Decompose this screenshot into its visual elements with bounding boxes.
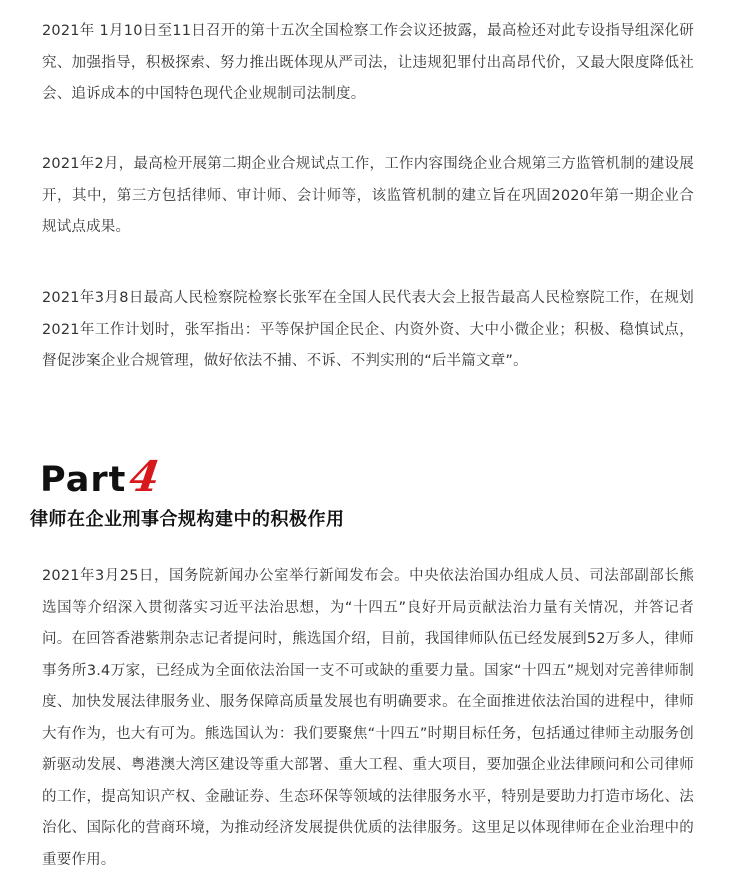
part-label: Part — [40, 460, 127, 500]
paragraph-case-guidance: 2021年 1月10日至11日召开的第十五次全国检察工作会议还披露，最高检还对此专设指导组深化研究、加强指导，积极探索、努力推出既体现从严司法，让违规犯罪付出高昂代价，又最大限度降低社会、追诉成本的中国特色现代企业规制司法制度。 — [42, 23, 694, 102]
part-heading — [40, 448, 164, 501]
part-number: 4 — [126, 452, 164, 501]
paragraph-second-pilot: 2021年2月，最高检开展第二期企业合规试点工作，工作内容围绕企业合规第三方监管机制的建设展开，其中，第三方包括律师、审计师、会计师等，该监管机制的建立旨在巩固2020年第一期企业合规试点成果。 — [42, 156, 694, 235]
section-title: 律师在企业刑事合规构建中的积极作用 — [30, 509, 345, 530]
paragraph-work-report: 2021年3月8日最高人民检察院检察长张军在全国人民代表大会上报告最高人民检察院工作，在规划2021年工作计划时，张军指出：平等保护国企民企、内资外资、大中小微企业；积极、稳慎试点，督促涉案企业合规管理，做好依法不捕、不诉、不判实刑的“后半篇文章”。 — [42, 290, 694, 369]
paragraph-press-conference: 2021年3月25日，国务院新闻办公室举行新闻发布会。中央依法治国办组成人员、司法部副部长熊选国等介绍深入贯彻落实习近平法治思想，为“十四五”良好开局贡献法治力量有关情况，并答记者问。在回答香港紫荆杂志记者提问时，熊选国介绍，目前，我国律师队伍已经发展到52万多人，律师事务所3.4万家，已经成为全面依法治国一支不可或缺的重要力量。国家“十四五”规划对完善律师制度、加快发展法律服务业、服务保障高质量发展也有明确要求。在全面推进依法治国的进程中，律师大有作为，也大有可为。熊选国认为：我们要聚焦“十四五”时期目标任务，包括通过律师主动服务创新驱动发展、粤港澳大湾区建设等重大部署、重大工程、重大项目，要加强企业法律顾问和公司律师的工作，提高知识产权、金融证券、生态环保等领域的法律服务水平，特别是要助力打造市场化、法治化、国际化的营商环境，为推动经济发展提供优质的法律服务。这里足以体现律师在企业治理中的重要作用。 — [42, 568, 694, 868]
